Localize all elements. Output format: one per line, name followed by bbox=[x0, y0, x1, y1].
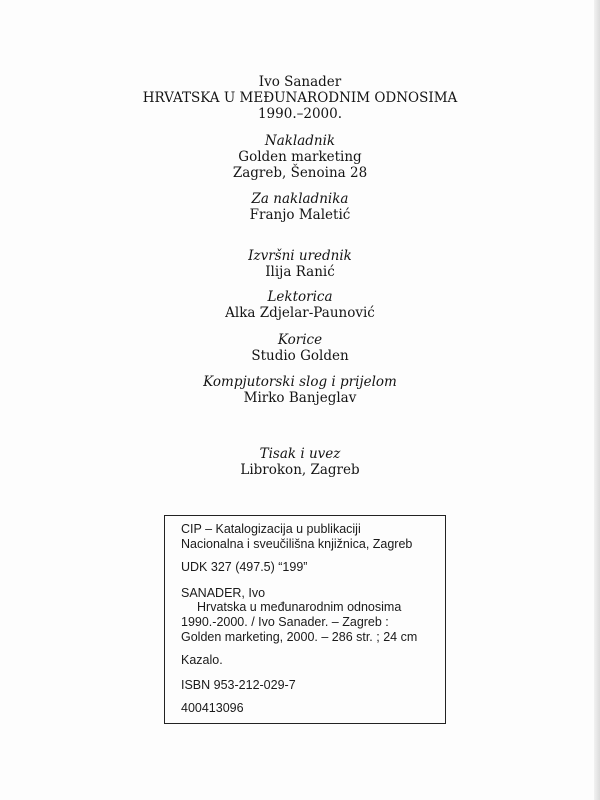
cip-heading-1: CIP – Katalogizacija u publikaciji bbox=[181, 522, 361, 536]
proofreader-label: Lektorica bbox=[267, 289, 333, 305]
book-years: 1990.–2000. bbox=[257, 106, 343, 122]
for-publisher-label: Za nakladnika bbox=[251, 191, 349, 207]
cip-entry-line-3: Golden marketing, 2000. – 286 str. ; 24 cm bbox=[181, 630, 418, 644]
cip-note: Kazalo. bbox=[181, 653, 223, 667]
publisher-address: Zagreb, Šenoina 28 bbox=[232, 165, 368, 181]
printing-label: Tisak i uvez bbox=[259, 446, 341, 462]
typesetting-label: Kompjutorski slog i prijelom bbox=[203, 374, 397, 390]
cip-heading-2: Nacionalna i sveučilišna knjižnica, Zagreb bbox=[181, 537, 413, 551]
cip-entry-line-2: 1990.-2000. / Ivo Sanader. – Zagreb : bbox=[181, 615, 389, 629]
cover-name: Studio Golden bbox=[251, 348, 349, 364]
executive-editor-label: Izvršni urednik bbox=[248, 248, 352, 264]
cip-record-box bbox=[164, 515, 446, 724]
publisher-label: Nakladnik bbox=[264, 133, 336, 149]
cip-entry-line-1: Hrvatska u međunarodnim odnosima bbox=[197, 600, 402, 614]
printing-name: Librokon, Zagreb bbox=[240, 462, 360, 478]
page-edge-shadow bbox=[594, 0, 600, 800]
publisher-name: Golden marketing bbox=[238, 149, 362, 165]
proofreader-name: Alka Zdjelar-Paunović bbox=[225, 305, 375, 321]
author-name: Ivo Sanader bbox=[258, 74, 342, 90]
cip-isbn: ISBN 953-212-029-7 bbox=[181, 678, 296, 692]
book-title: HRVATSKA U MEĐUNARODNIM ODNOSIMA bbox=[142, 90, 458, 106]
for-publisher-name: Franjo Maletić bbox=[249, 207, 351, 223]
executive-editor-name: Ilija Ranić bbox=[265, 264, 335, 280]
typesetting-name: Mirko Banjeglav bbox=[243, 390, 357, 406]
cip-udk: UDK 327 (497.5) “199” bbox=[181, 560, 308, 574]
cip-entry-author: SANADER, Ivo bbox=[181, 586, 266, 600]
cip-record-id: 400413096 bbox=[181, 701, 244, 715]
cover-label: Korice bbox=[277, 332, 323, 348]
